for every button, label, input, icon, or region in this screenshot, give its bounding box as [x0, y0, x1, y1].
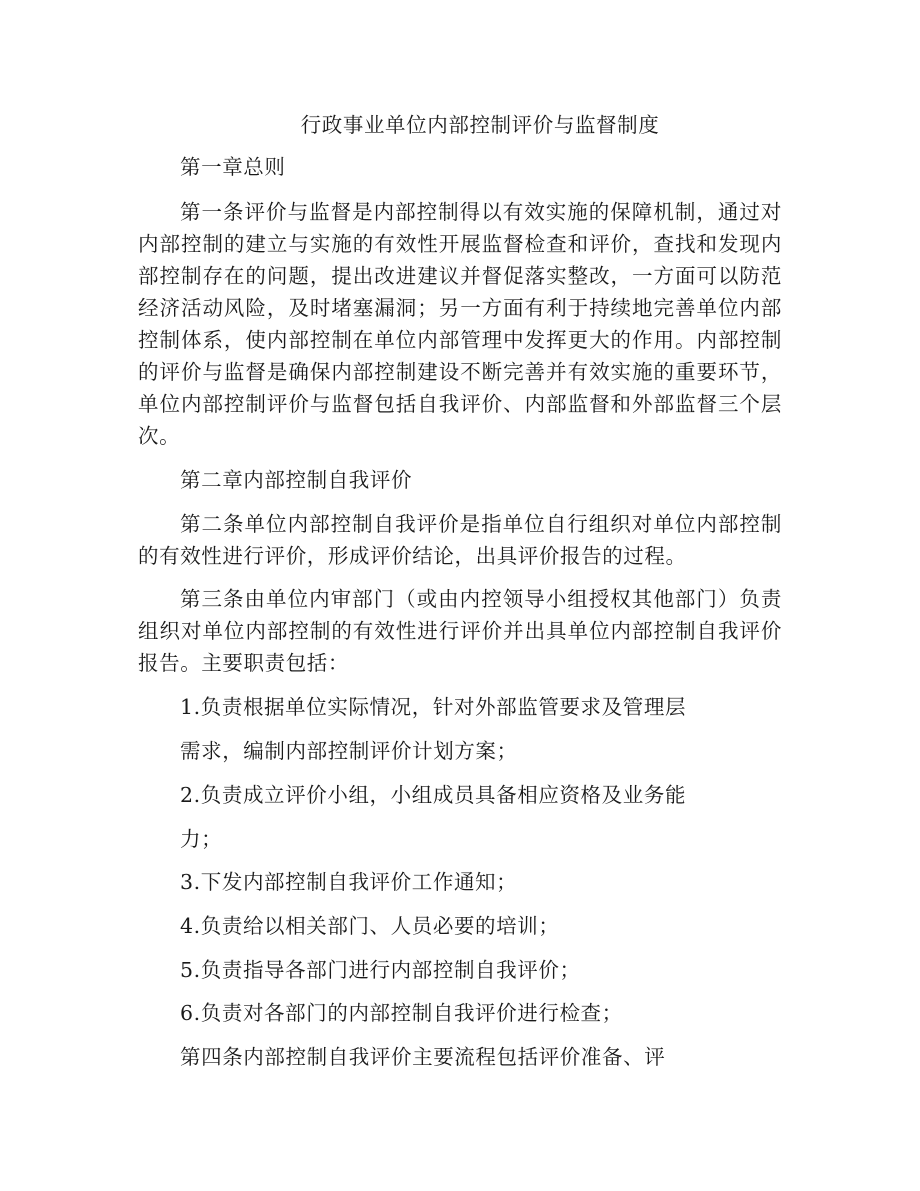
article-3-line: 第三条由单位内审部门（或由内控领导小组授权其他部门）负责: [180, 587, 782, 611]
article-4-line: 第四条内部控制自我评价主要流程包括评价准备、评: [180, 1045, 666, 1069]
chapter-heading-2: 第二章内部控制自我评价: [180, 468, 413, 492]
duty-item: 6.负责对各部门的内部控制自我评价进行检查；: [180, 1001, 623, 1025]
duty-item: 3.下发内部控制自我评价工作通知；: [180, 870, 518, 894]
chapter-heading-1: 第一章总则: [180, 155, 286, 179]
document-title: 行政事业单位内部控制评价与监督制度: [300, 113, 660, 137]
article-1-line: 经济活动风险，及时堵塞漏洞；另一方面有利于持续地完善单位内部: [138, 296, 782, 320]
article-1-line: 部控制存在的问题，提出改进建议并督促落实整改，一方面可以防范: [138, 264, 782, 288]
duty-item: 4.负责给以相关部门、人员必要的培训；: [180, 914, 560, 938]
article-1-line: 次。: [138, 424, 181, 448]
duty-item-continuation: 需求，编制内部控制评价计划方案；: [180, 739, 518, 763]
duty-item-continuation: 力；: [180, 827, 223, 851]
article-1-line: 控制体系，使内部控制在单位内部管理中发挥更大的作用。内部控制: [138, 328, 782, 352]
article-1-line: 第一条评价与监督是内部控制得以有效实施的保障机制，通过对: [180, 200, 782, 224]
article-1-line: 的评价与监督是确保内部控制建设不断完善并有效实施的重要环节，: [138, 360, 782, 384]
duty-item: 1.负责根据单位实际情况，针对外部监管要求及管理层: [180, 695, 687, 719]
duty-item: 2.负责成立评价小组，小组成员具备相应资格及业务能: [180, 783, 687, 807]
article-2-line: 的有效性进行评价，形成评价结论，出具评价报告的过程。: [138, 544, 687, 568]
article-1-line: 内部控制的建立与实施的有效性开展监督检查和评价，查找和发现内: [138, 232, 782, 256]
article-3-line: 报告。主要职责包括：: [138, 651, 349, 675]
article-1-line: 单位内部控制评价与监督包括自我评价、内部监督和外部监督三个层: [138, 392, 782, 416]
article-2-line: 第二条单位内部控制自我评价是指单位自行组织对单位内部控制: [180, 512, 782, 536]
duty-item: 5.负责指导各部门进行内部控制自我评价；: [180, 958, 581, 982]
article-3-line: 组织对单位内部控制的有效性进行评价并出具单位内部控制自我评价: [138, 619, 782, 643]
